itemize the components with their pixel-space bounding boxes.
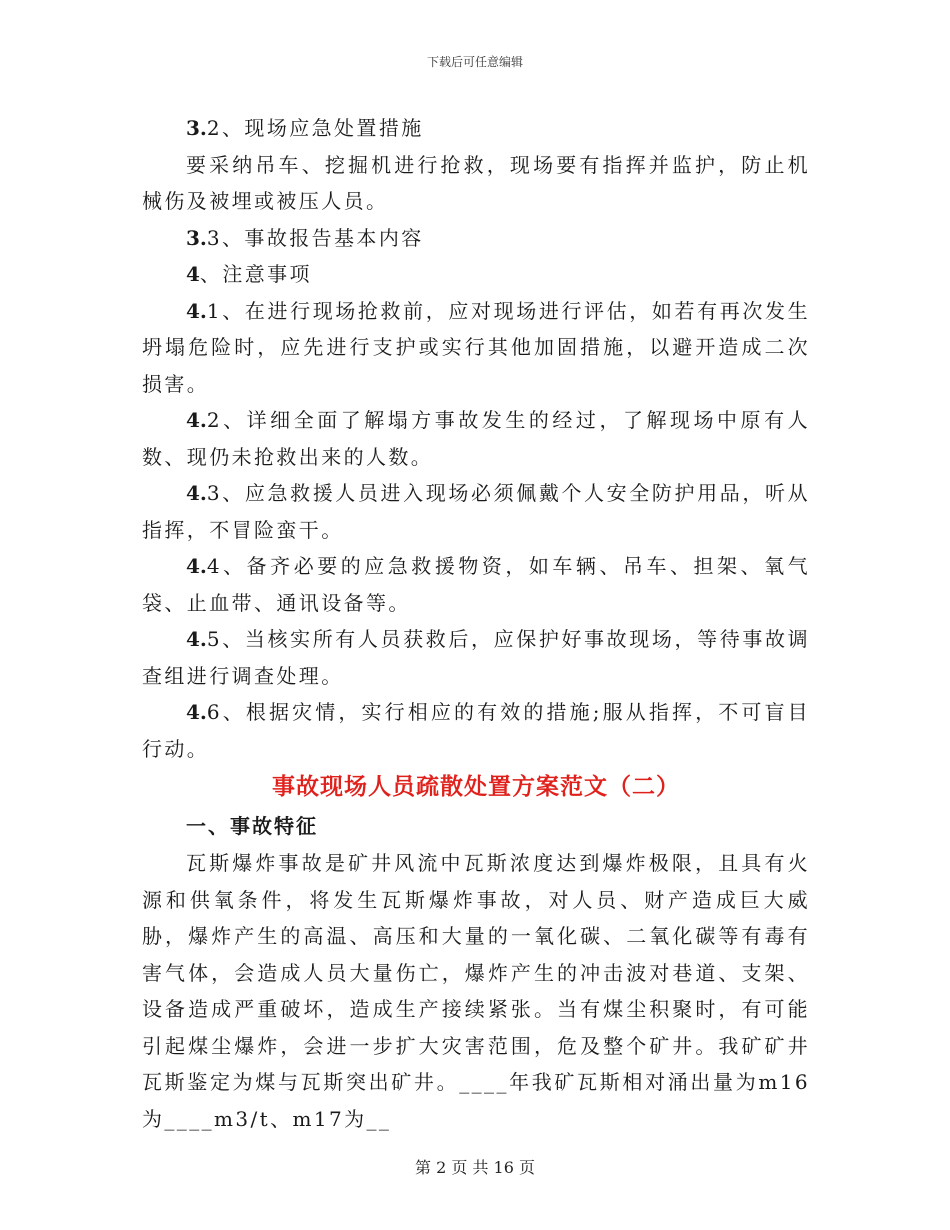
- list-item: 4.2、详细全面了解塌方事故发生的经过，了解现场中原有人数、现仍未抢救出来的人数。: [142, 408, 810, 469]
- page-footer: 第 2 页 共 16 页: [415, 1158, 535, 1177]
- list-item: 4.6、根据灾情，实行相应的有效的措施;服从指挥，不可盲目行动。: [142, 700, 810, 761]
- body-paragraph: 瓦斯爆炸事故是矿井风流中瓦斯浓度达到爆炸极限，且具有火源和供氧条件，将发生瓦斯爆炸事故，对人员、财产造成巨大威胁，爆炸产生的高温、高压和大量的一氧化碳、二氧化碳等有毒有害气体，会造成人员大量伤亡，爆炸产生的冲击波对巷道、支架、设备造成严重破坏，造成生产接续紧张。当有煤尘积聚时，有可能引起煤尘爆炸，会进一步扩大灾害范围，危及整个矿井。我矿矿井瓦斯鉴定为煤与瓦斯突出矿井。____年我矿瓦斯相对涌出量为m16为____m3/t、m17为__: [142, 851, 810, 1131]
- page-header: 下载后可任意编辑: [426, 55, 523, 69]
- list-item: 4.1、在进行现场抢救前，应对现场进行评估，如若有再次发生坍塌危险时，应先进行支护或实行其他加固措施，以避开造成二次损害。: [142, 298, 810, 396]
- document-body: [142, 110, 810, 1137]
- list-item: 4.4、备齐必要的应急救援物资，如车辆、吊车、担架、氧气袋、止血带、通讯设备等。: [142, 554, 810, 615]
- section-title: 事故现场人员疏散处置方案范文（二）: [272, 774, 680, 800]
- list-item: 3.3、事故报告基本内容: [186, 225, 424, 250]
- list-item: 要采纳吊车、挖掘机进行抢救，现场要有指挥并监护，防止机械伤及被埋或被压人员。: [142, 152, 810, 213]
- list-item: 4.3、应急救援人员进入现场必须佩戴个人安全防护用品，听从指挥，不冒险蛮干。: [142, 481, 810, 542]
- section-heading: 一、事故特征: [186, 814, 318, 838]
- list-item: 4、注意事项: [186, 262, 312, 286]
- list-item: 3.2、现场应急处置措施: [186, 116, 424, 140]
- list-item: 4.5、当核实所有人员获救后，应保护好事故现场，等待事故调查组进行调查处理。: [142, 627, 810, 688]
